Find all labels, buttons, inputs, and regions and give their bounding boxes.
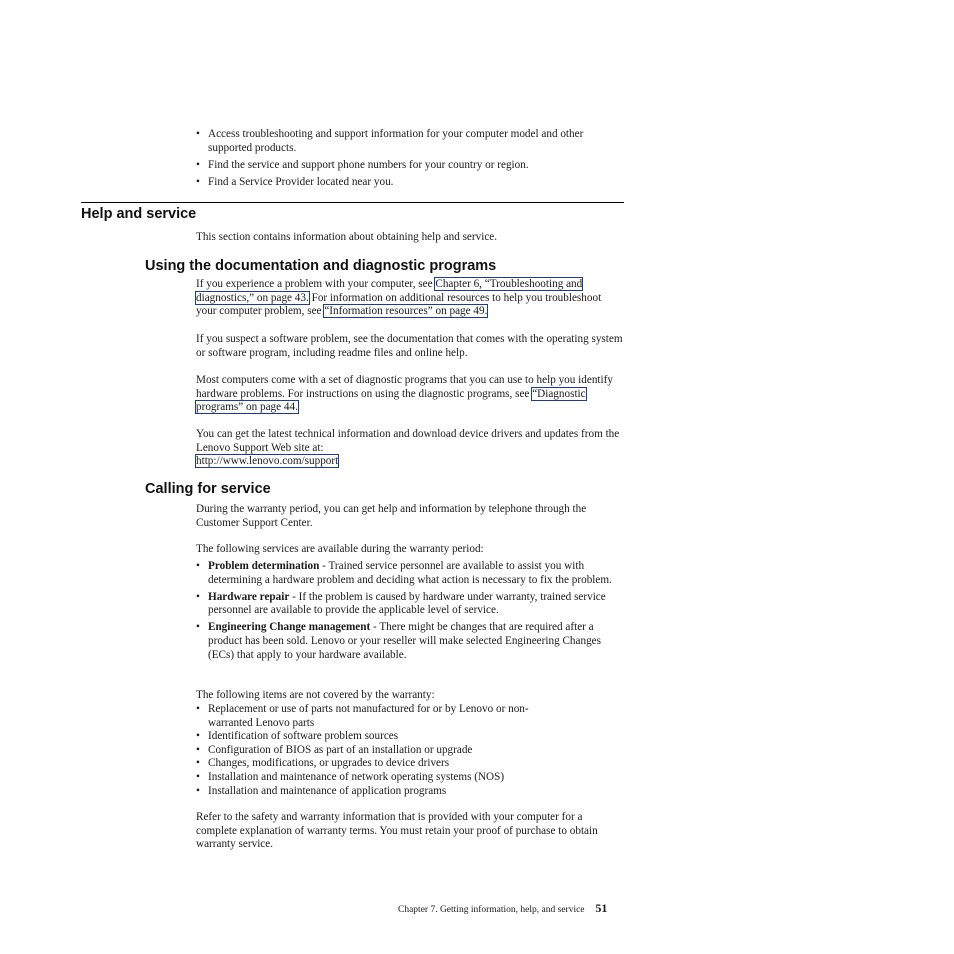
using-docs-paragraph-3 [196, 374, 624, 415]
not-covered-list [196, 703, 628, 798]
service-description: - There might be changes that are required after a product has been sold. Lenovo or your reseller will make selected Engineering Changes (ECs) that apply to your hardware available. [208, 621, 601, 661]
service-description: - Trained service personnel are available to assist you with determining a hardware problem and deciding what action is necessary to fix the problem. [208, 560, 612, 586]
top-bullet-list [196, 128, 628, 189]
help-service-heading: Help and service [81, 206, 197, 222]
page-number: 51 [595, 901, 608, 915]
list-item: • Configuration of BIOS as part of an installation or upgrade [196, 744, 628, 758]
calling-service-heading: Calling for service [145, 481, 271, 497]
calling-paragraph-2: The following services are available during the warranty period: [196, 543, 484, 555]
page-footer [398, 902, 607, 918]
information-resources-link[interactable]: “Information resources” on page 49. [324, 305, 488, 318]
list-item: • Changes, modifications, or upgrades to device drivers [196, 757, 628, 771]
services-list [196, 560, 628, 662]
using-docs-paragraph-1 [196, 278, 624, 319]
using-docs-paragraph-2: If you suspect a software problem, see the documentation that comes with the operating system or software program, including readme files and online help. [196, 333, 623, 359]
calling-paragraph-4: Refer to the safety and warranty information that is provided with your computer for a complete explanation of warranty terms. You must retain your proof of purchase to obtain warranty service. [196, 811, 598, 851]
service-term: Problem determination [208, 560, 320, 572]
footer-chapter: Chapter 7. Getting information, help, and service [398, 905, 585, 915]
list-item: • Access troubleshooting and support information for your computer model and other supported products. [196, 128, 628, 155]
lenovo-support-link[interactable]: http://www.lenovo.com/support [196, 455, 339, 468]
text: If you experience a problem with your computer, see [196, 278, 436, 290]
list-item: • Find a Service Provider located near you. [196, 176, 628, 190]
diagnostic-programs-link[interactable]: “Diagnostic programs” on page 44. [196, 387, 586, 414]
using-docs-paragraph-4 [196, 428, 624, 469]
using-docs-heading: Using the documentation and diagnostic programs [145, 258, 497, 274]
text: Most computers come with a set of diagnostic programs that you can use to help you identify hardware problems. For instructions on using the diagnostic programs, see [196, 374, 613, 400]
list-item: • Installation and maintenance of application programs [196, 785, 628, 799]
section-divider [81, 202, 624, 203]
help-service-intro: This section contains information about obtaining help and service. [196, 231, 498, 243]
list-item [196, 591, 628, 618]
list-item: • Identification of software problem sources [196, 730, 628, 744]
service-description: - If the problem is caused by hardware under warranty, trained service personnel are available to provide the applicable level of service. [208, 590, 606, 617]
troubleshooting-chapter-link[interactable]: Chapter 6, “Troubleshooting and diagnostics,” on page 43. [196, 278, 583, 304]
list-item: • Find the service and support phone numbers for your country or region. [196, 159, 628, 173]
list-item: • Replacement or use of parts not manufactured for or by Lenovo or non-warranted Lenovo parts [196, 703, 568, 730]
list-item [196, 621, 628, 662]
service-term: Hardware repair [208, 590, 290, 603]
calling-paragraph-1: During the warranty period, you can get help and information by telephone through the Customer Support Center. [196, 503, 587, 529]
text: You can get the latest technical information and download device drivers and updates from the Lenovo Support Web site at: [196, 428, 620, 454]
text: For information on additional resources to help you troubleshoot your computer problem, see [196, 291, 602, 318]
list-item [196, 560, 628, 587]
service-term: Engineering Change management [208, 621, 371, 634]
list-item: • Installation and maintenance of network operating systems (NOS) [196, 771, 628, 785]
calling-paragraph-3: The following items are not covered by the warranty: [196, 689, 435, 701]
